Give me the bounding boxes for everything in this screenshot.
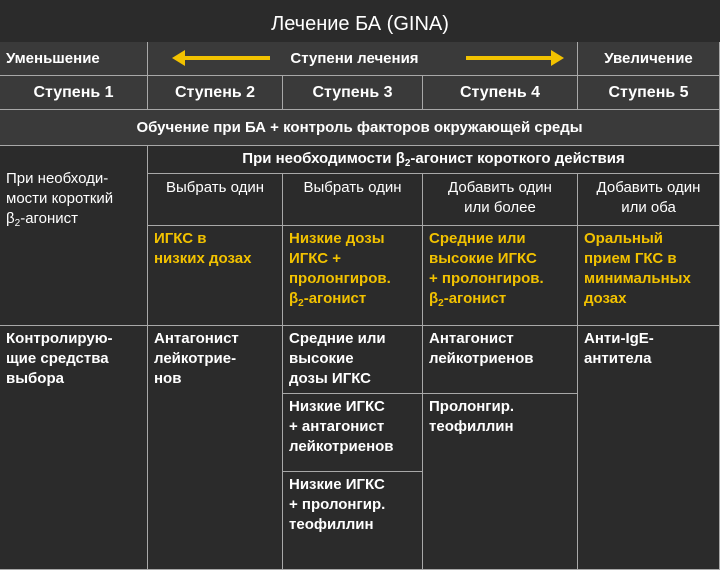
beta-symbol: β <box>289 290 299 307</box>
beta-symbol: β <box>429 290 439 307</box>
alt2-step4: Пролонгир. теофиллин <box>423 394 578 570</box>
arrow-left-icon <box>184 56 270 60</box>
beta-symbol: β <box>395 150 405 167</box>
step-4: Ступень 4 <box>423 76 578 110</box>
controllers-label: Контролирую- щие средства выбора <box>0 326 148 570</box>
preferred-step4-tail: -агонист <box>443 290 507 307</box>
slide-title: Лечение БА (GINA) <box>271 13 449 35</box>
alt1-step5: Анти-IgE- антитела <box>578 326 720 570</box>
education-row: Обучение при БА + контроль факторов окружающей среды <box>0 110 720 146</box>
choice-step3: Выбрать один <box>283 174 423 226</box>
preferred-step5: Оральный прием ГКС в минимальных дозах <box>578 226 720 326</box>
header-steps <box>148 42 578 76</box>
subscript-2: 2 <box>438 298 444 309</box>
header-decrease-label: Уменьшение <box>6 49 100 67</box>
choice-step2: Выбрать один <box>148 174 283 226</box>
arrow-right-icon <box>466 56 552 60</box>
step1-reliever-tail: -агонист <box>20 210 79 227</box>
preferred-step4-text: Средние или высокие ИГКС + пролонгиров. <box>429 230 544 287</box>
alt2-step3: Низкие ИГКС + антагонист лейкотриенов <box>283 394 423 472</box>
subscript-2: 2 <box>14 218 21 229</box>
step-1: Ступень 1 <box>0 76 148 110</box>
subscript-2: 2 <box>298 298 304 309</box>
header-increase <box>578 42 720 76</box>
header-decrease <box>0 42 148 76</box>
reliever-all-steps <box>148 146 720 174</box>
reliever-all-post: -агонист короткого действия <box>410 150 625 167</box>
gina-table <box>0 42 720 540</box>
preferred-step3 <box>283 226 423 326</box>
choice-step5: Добавить один или оба <box>578 174 720 226</box>
preferred-step3-text: Низкие дозы ИГКС + пролонгиров. <box>289 230 391 287</box>
step1-reliever-text: При необходи- мости короткий <box>6 170 114 207</box>
subscript-2: 2 <box>404 158 411 169</box>
preferred-step4 <box>423 226 578 326</box>
alt1-step3: Средние или высокие дозы ИГКС <box>283 326 423 394</box>
preferred-step3-tail: -агонист <box>303 290 367 307</box>
alt-step2: Антагонист лейкотрие- нов <box>148 326 283 570</box>
step-5: Ступень 5 <box>578 76 720 110</box>
alt3-step3: Низкие ИГКС + пролонгир. теофиллин <box>283 472 423 570</box>
header-steps-label: Ступени лечения <box>290 49 419 67</box>
header-increase-label: Увеличение <box>604 49 693 67</box>
reliever-all-pre: При необходимости <box>242 150 392 167</box>
preferred-step2: ИГКС в низких дозах <box>148 226 283 326</box>
step-2: Ступень 2 <box>148 76 283 110</box>
choice-step4: Добавить один или более <box>423 174 578 226</box>
beta-symbol: β <box>6 210 15 227</box>
step-3: Ступень 3 <box>283 76 423 110</box>
step1-reliever <box>0 146 148 326</box>
alt1-step4: Антагонист лейкотриенов <box>423 326 578 394</box>
